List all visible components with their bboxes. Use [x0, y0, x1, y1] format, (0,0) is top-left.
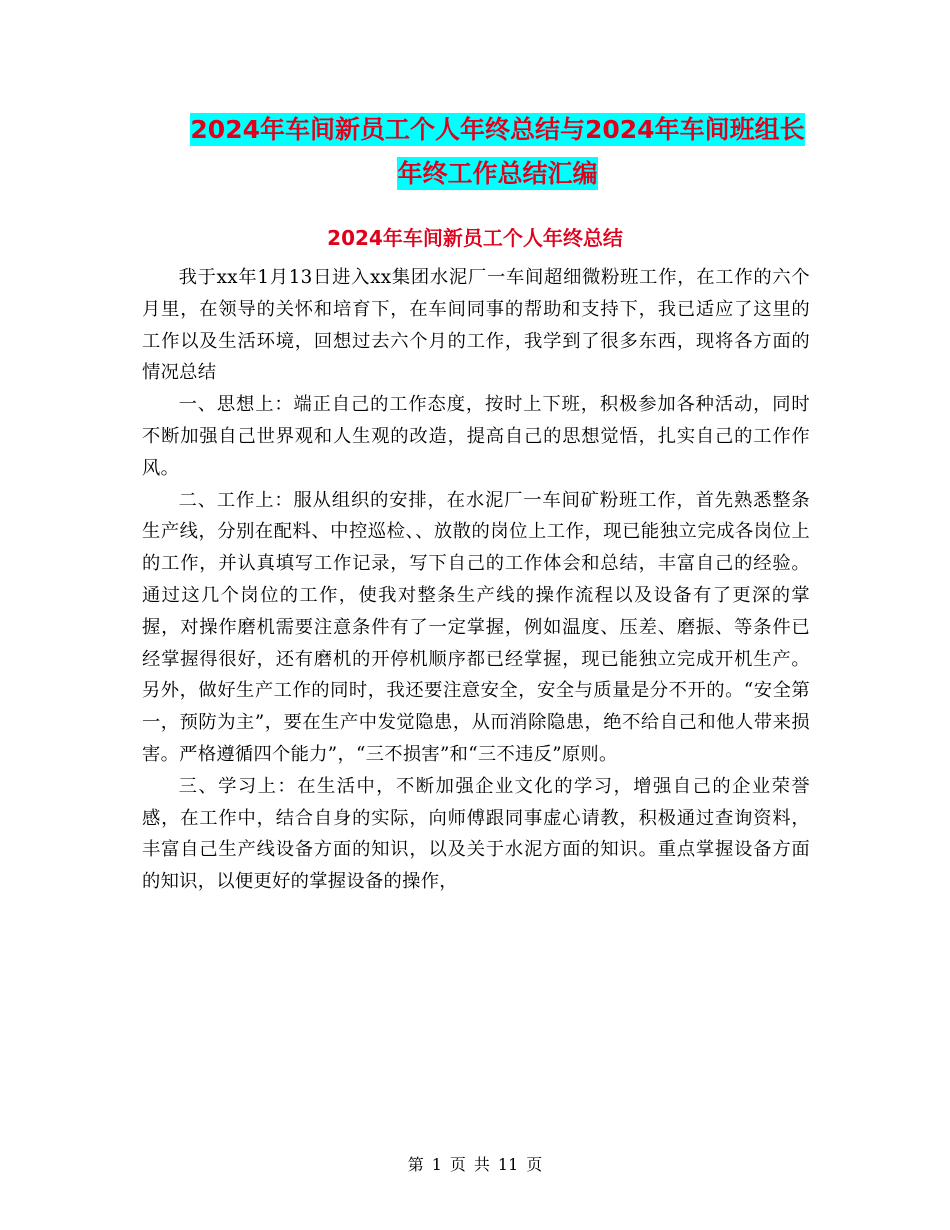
- document-body: [142, 262, 810, 898]
- document-title-line-2: 年终工作总结汇编: [397, 159, 598, 188]
- footer-page-number: 1: [431, 1155, 442, 1174]
- page-footer: [0, 1154, 950, 1176]
- section-title: 2024年车间新员工个人年终总结: [327, 226, 623, 250]
- footer-total-unit: 页: [526, 1155, 543, 1174]
- footer-page-unit: 页: [449, 1155, 466, 1174]
- footer-total-pages: 11: [497, 1155, 519, 1174]
- paragraph-study: 三、学习上：在生活中，不断加强企业文化的学习，增强自己的企业荣誉感，在工作中，结合自身的实际，向师傅跟同事虚心请教，积极通过查询资料，丰富自己生产线设备方面的知识，以及关于水泥方面的知识。重点掌握设备方面的知识，以便更好的掌握设备的操作，: [142, 775, 810, 893]
- footer-total-label: 共: [473, 1155, 490, 1174]
- paragraph-work: 二、工作上：服从组织的安排，在水泥厂一车间矿粉班工作，首先熟悉整条生产线，分别在配料、中控巡检、、放散的岗位上工作，现已能独立完成各岗位上的工作，并认真填写工作记录，写下自己的工作体会和总结，丰富自己的经验。通过这几个岗位的工作，使我对整条生产线的操作流程以及设备有了更深的掌握，对操作磨机需要注意条件有了一定掌握，例如温度、压差、磨振、等条件已经掌握得很好，还有磨机的开停机顺序都已经掌握，现已能独立完成开机生产。另外，做好生产工作的同时，我还要注意安全，安全与质量是分不开的。“安全第一，预防为主”，要在生产中发觉隐患，从而消除隐患，绝不给自己和他人带来损害。严格遵循四个能力”，“三不损害”和“三不违反”原则。: [142, 489, 810, 765]
- paragraph-thought: 一、思想上：端正自己的工作态度，按时上下班，积极参加各种活动，同时不断加强自己世界观和人生观的改造，提高自己的思想觉悟，扎实自己的工作作风。: [142, 394, 810, 479]
- document-title: [140, 108, 855, 196]
- document-title-line-1: 2024年车间新员工个人年终总结与2024年车间班组长: [190, 115, 805, 144]
- footer-page-label: 第: [407, 1155, 424, 1174]
- paragraph-intro: 我于xx年1月13日进入xx集团水泥厂一车间超细微粉班工作，在工作的六个月里，在领导的关怀和培育下，在车间同事的帮助和支持下，我已适应了这里的工作以及生活环境，回想过去六个月的工作，我学到了很多东西，现将各方面的情况总结: [142, 267, 810, 384]
